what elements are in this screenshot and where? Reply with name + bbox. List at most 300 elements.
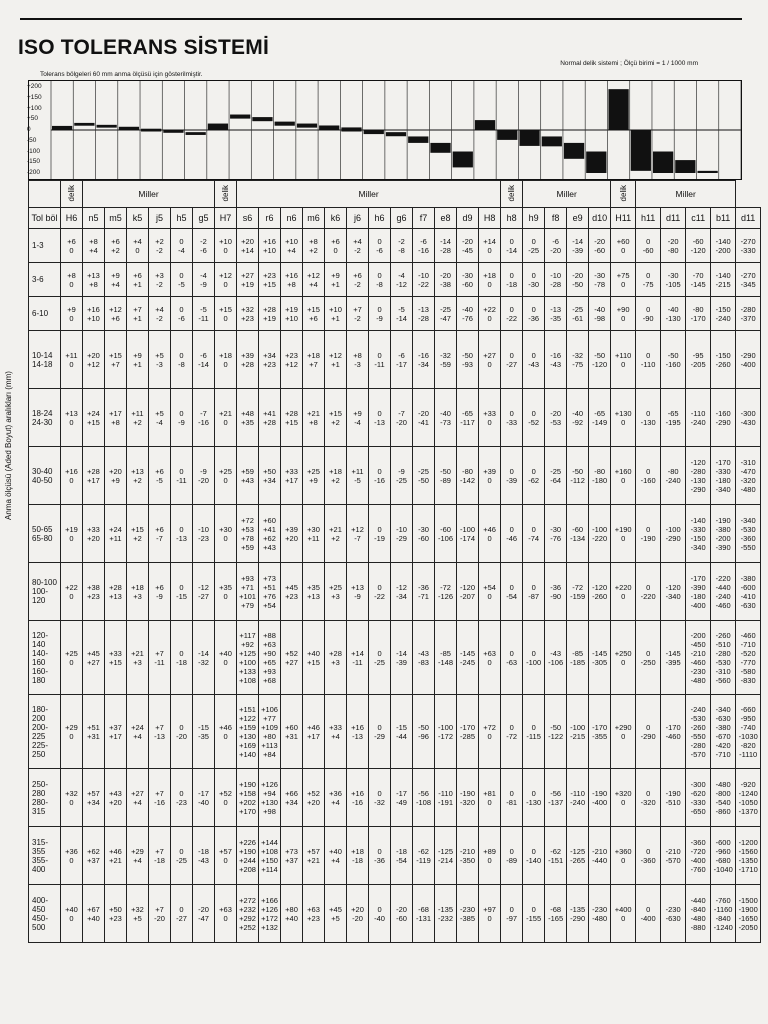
- tolerance-cell: -145 -305: [589, 621, 611, 695]
- tolerance-cell: 0 -16: [369, 447, 391, 505]
- tolerance-cell: -110 -240: [686, 389, 711, 447]
- tolerance-cell: -4 -12: [391, 263, 413, 297]
- tolerance-cell: +93 +71 +101 +79: [237, 563, 259, 621]
- tolerance-cell: +20 +9: [105, 447, 127, 505]
- tolerance-cell: -240 -530 -260 -550 -280 -570: [686, 695, 711, 769]
- tolerance-cell: +360 0: [611, 827, 636, 885]
- tolerance-cell: -10 -28: [545, 263, 567, 297]
- chart-y-tick: +200: [27, 83, 42, 90]
- group-header: Miller: [636, 181, 736, 208]
- tolerance-cell: -10 -23: [193, 505, 215, 563]
- column-header: h5: [171, 208, 193, 229]
- tolerance-cell: +16 +10: [83, 297, 105, 331]
- tolerance-zone-chart: [28, 80, 742, 180]
- tolerance-zone-bar: [230, 115, 250, 119]
- tolerance-cell: +25 +9: [303, 447, 325, 505]
- tolerance-cell: 0 -97: [501, 885, 523, 943]
- tolerance-cell: -310 -470 -320 -480: [736, 447, 761, 505]
- column-header: H6: [61, 208, 83, 229]
- column-header: k6: [325, 208, 347, 229]
- tolerance-cell: +15 +7: [105, 331, 127, 389]
- tolerance-cell: +130 0: [611, 389, 636, 447]
- tolerance-cell: 0 -130: [523, 769, 545, 827]
- tolerance-cell: 0 -13: [171, 505, 193, 563]
- tolerance-cell: 0 -8: [171, 331, 193, 389]
- tolerance-cell: -80 -180: [589, 447, 611, 505]
- tolerance-zone-bar: [453, 152, 473, 168]
- tolerance-cell: +28 +19: [259, 297, 281, 331]
- tolerance-cell: +16 +10: [259, 229, 281, 263]
- tolerance-cell: -65 -195: [661, 389, 686, 447]
- tolerance-cell: -25 -50: [413, 447, 435, 505]
- tolerance-cell: -110 -191: [435, 769, 457, 827]
- tolerance-cell: +46 +17: [303, 695, 325, 769]
- tolerance-cell: +35 +13: [303, 563, 325, 621]
- column-header: e9: [567, 208, 589, 229]
- tolerance-cell: 0 -9: [171, 389, 193, 447]
- tolerance-cell: +22 0: [61, 563, 83, 621]
- tolerance-cell: -7 -20: [391, 389, 413, 447]
- tolerance-cell: 0 -43: [523, 331, 545, 389]
- tolerance-cell: 0 -29: [369, 695, 391, 769]
- tolerance-cell: -85 -185: [567, 621, 589, 695]
- tolerance-cell: -170 -285: [457, 695, 479, 769]
- group-label: delik: [507, 184, 517, 202]
- column-header: d11: [661, 208, 686, 229]
- tolerance-zone-bar: [163, 130, 183, 133]
- tolerance-cell: -100 -215: [567, 695, 589, 769]
- tolerance-cell: -140 -200: [711, 229, 736, 263]
- tolerance-cell: -170 -390 -180 -400: [686, 563, 711, 621]
- tolerance-cell: +15 +6: [303, 297, 325, 331]
- tolerance-cell: +33 +17: [281, 447, 303, 505]
- tolerance-cell: -25 -61: [567, 297, 589, 331]
- tolerance-cell: +52 +27: [281, 621, 303, 695]
- tolerance-cell: +60 +41 +62 +43: [259, 505, 281, 563]
- tolerance-cell: -6 -20: [545, 229, 567, 263]
- table-row: [29, 885, 761, 943]
- tolerance-cell: -20 -47: [193, 885, 215, 943]
- tolerance-cell: +80 +40: [281, 885, 303, 943]
- tolerance-cell: -4 -9: [193, 263, 215, 297]
- tolerance-cell: -62 -151: [545, 827, 567, 885]
- tolerance-cell: +39 0: [479, 447, 501, 505]
- tolerance-zone-bar: [297, 124, 317, 128]
- tolerance-cell: +6 0: [61, 229, 83, 263]
- tolerance-cell: -220 -440 -240 -460: [711, 563, 736, 621]
- tolerance-cell: +50 +34: [259, 447, 281, 505]
- tolerance-cell: +18 +3: [127, 563, 149, 621]
- tolerance-cell: +15 0: [215, 297, 237, 331]
- tolerance-cell: 0 -320: [636, 769, 661, 827]
- tolerance-cell: 0 -74: [523, 505, 545, 563]
- size-range: 80-100 100-120: [29, 563, 61, 621]
- tolerance-cell: -40 -92: [567, 389, 589, 447]
- tolerance-cell: 0 -27: [171, 885, 193, 943]
- tolerance-cell: -1500 -1900 -1650 -2050: [736, 885, 761, 943]
- table-row: [29, 621, 761, 695]
- tolerance-cell: +63 +23: [303, 885, 325, 943]
- tolerance-cell: +272 +232 +292 +252: [237, 885, 259, 943]
- table-row: [29, 695, 761, 769]
- tolerance-cell: 0 -18: [171, 621, 193, 695]
- tolerance-cell: -50 -112: [567, 447, 589, 505]
- tolerance-zone-bar: [430, 143, 450, 153]
- column-header: H7: [215, 208, 237, 229]
- tolerance-cell: +190 +158 +202 +170: [237, 769, 259, 827]
- tolerance-cell: +40 +15: [303, 621, 325, 695]
- tolerance-cell: +27 +4: [127, 769, 149, 827]
- group-header: [501, 181, 523, 208]
- tolerance-cell: 0 -8: [369, 263, 391, 297]
- tolerance-cell: +8 +4: [83, 229, 105, 263]
- tolerance-cell: +28 +17: [83, 447, 105, 505]
- tolerance-cell: 0 -115: [523, 695, 545, 769]
- tolerance-cell: +151 +122 +159 +130 +169 +140: [237, 695, 259, 769]
- tolerance-cell: -50 -122: [545, 695, 567, 769]
- size-range: 400-450 450-500: [29, 885, 61, 943]
- tolerance-cell: 0 -190: [636, 505, 661, 563]
- tolerance-cell: +8 0: [61, 263, 83, 297]
- tolerance-cell: +62 +37: [83, 827, 105, 885]
- tolerance-cell: +25 0: [61, 621, 83, 695]
- tolerance-cell: -14 -39: [567, 229, 589, 263]
- tolerance-cell: -60 -120: [686, 229, 711, 263]
- tolerance-cell: 0 -14: [501, 229, 523, 263]
- tolerance-cell: +46 0: [479, 505, 501, 563]
- tolerance-cell: +13 0: [61, 389, 83, 447]
- tolerance-cell: -25 -47: [435, 297, 457, 331]
- tolerance-cell: -50 -96: [413, 695, 435, 769]
- tolerance-cell: -14 -32: [193, 621, 215, 695]
- tolerance-cell: -480 -800 -540 -860: [711, 769, 736, 827]
- tolerance-cell: +97 0: [479, 885, 501, 943]
- tolerance-cell: +10 +1: [325, 297, 347, 331]
- tolerance-cell: 0 -89: [501, 827, 523, 885]
- tolerance-cell: -150 -260: [711, 331, 736, 389]
- table-row: [29, 331, 761, 389]
- column-header: f8: [545, 208, 567, 229]
- tolerance-cell: +25 0: [215, 447, 237, 505]
- tolerance-cell: 0 -155: [523, 885, 545, 943]
- tolerance-cell: 0 -63: [501, 621, 523, 695]
- tolerance-cell: -32 -75: [567, 331, 589, 389]
- size-range: 18-24 24-30: [29, 389, 61, 447]
- table-row: [29, 447, 761, 505]
- tolerance-cell: 0 -290: [636, 695, 661, 769]
- tolerance-cell: -160 -290: [711, 389, 736, 447]
- tolerance-cell: -14 -39: [391, 621, 413, 695]
- group-header-row: [29, 181, 761, 208]
- tolerance-cell: -30 -60: [457, 263, 479, 297]
- tolerance-cell: +17 +8: [105, 389, 127, 447]
- chart-y-tick: +50: [27, 115, 39, 123]
- size-range: 250-280 280-315: [29, 769, 61, 827]
- tolerance-cell: -190 -320: [457, 769, 479, 827]
- tolerance-cell: +18 -18: [347, 827, 369, 885]
- tolerance-cell: +9 +1: [325, 263, 347, 297]
- tolerance-cell: -145 -245: [457, 621, 479, 695]
- tolerance-cell: -210 -350: [457, 827, 479, 885]
- tolerance-cell: +57 +21: [303, 827, 325, 885]
- table-row: [29, 297, 761, 331]
- column-header: e8: [435, 208, 457, 229]
- tolerance-cell: -30 -76: [545, 505, 567, 563]
- table-row: [29, 505, 761, 563]
- tolerance-cell: 0 -160: [636, 447, 661, 505]
- tolerance-cell: +52 0: [215, 769, 237, 827]
- tolerance-cell: +110 0: [611, 331, 636, 389]
- tolerance-cell: +60 0: [611, 229, 636, 263]
- tolerance-cell: 0 -22: [501, 297, 523, 331]
- tolerance-cell: +8 -3: [347, 331, 369, 389]
- tolerance-cell: -85 -148: [435, 621, 457, 695]
- tolerance-cell: +8 +2: [303, 229, 325, 263]
- page-title: ISO TOLERANS SİSTEMİ: [18, 36, 269, 59]
- tolerance-cell: +12 0: [215, 263, 237, 297]
- tolerance-cell: +19 +10: [281, 297, 303, 331]
- tolerance-cell: -5 -11: [193, 297, 215, 331]
- tolerance-cell: +16 -16: [347, 769, 369, 827]
- column-header: d10: [589, 208, 611, 229]
- tolerance-cell: 0 -18: [501, 263, 523, 297]
- tolerance-cell: -135 -232: [435, 885, 457, 943]
- tolerance-cell: -30 -60: [413, 505, 435, 563]
- tolerance-cell: 0 -220: [636, 563, 661, 621]
- tolerance-zone-bar: [408, 136, 428, 142]
- chart-y-tick: +150: [27, 93, 42, 101]
- tolerance-cell: -100 -174: [457, 505, 479, 563]
- tolerance-cell: +21 +8: [303, 389, 325, 447]
- tolerance-cell: +39 +20: [281, 505, 303, 563]
- tolerance-cell: +2 -2: [149, 229, 171, 263]
- tolerance-cell: +20 +14: [237, 229, 259, 263]
- tolerance-cell: -60 -106: [435, 505, 457, 563]
- tolerance-cell: -13 -35: [545, 297, 567, 331]
- tolerance-cell: -9 -25: [391, 447, 413, 505]
- chart-y-tick: -50: [27, 136, 37, 144]
- tolerance-cell: 0 -250: [636, 621, 661, 695]
- tolerance-cell: 0 -30: [523, 263, 545, 297]
- tolerance-cell: -60 -134: [567, 505, 589, 563]
- tolerance-cell: +400 0: [611, 885, 636, 943]
- tolerance-cell: -68 -165: [545, 885, 567, 943]
- tolerance-cell: -36 -90: [545, 563, 567, 621]
- tolerance-cell: +13 -9: [347, 563, 369, 621]
- tolerance-cell: +21 +2: [325, 505, 347, 563]
- tolerance-cell: -270 -330: [736, 229, 761, 263]
- tolerance-cell: +41 +28: [259, 389, 281, 447]
- tolerance-cell: -12 -27: [193, 563, 215, 621]
- tolerance-cell: -70 -145: [686, 263, 711, 297]
- tolerance-cell: +166 +126 +172 +132: [259, 885, 281, 943]
- tolerance-cell: 0 -36: [523, 297, 545, 331]
- tolerance-cell: -50 -120: [589, 331, 611, 389]
- tolerance-cell: +7 -13: [149, 695, 171, 769]
- tolerance-cell: -95 -205: [686, 331, 711, 389]
- tolerance-cell: 0 -140: [523, 827, 545, 885]
- tolerance-cell: -16 -34: [413, 331, 435, 389]
- tolerance-cell: -56 -108: [413, 769, 435, 827]
- tolerance-zone-bar: [519, 130, 539, 146]
- tolerance-cell: -120 -207: [457, 563, 479, 621]
- tolerance-cell: -43 -83: [413, 621, 435, 695]
- tolerance-cell: +7 -18: [149, 827, 171, 885]
- tolerance-cell: -40 -98: [589, 297, 611, 331]
- tolerance-cell: +75 0: [611, 263, 636, 297]
- tolerance-cell: +29 +4: [127, 827, 149, 885]
- table-row: [29, 229, 761, 263]
- tolerance-cell: +7 -2: [347, 297, 369, 331]
- tolerance-cell: -290 -400: [736, 331, 761, 389]
- column-header: c11: [686, 208, 711, 229]
- column-header: r6: [259, 208, 281, 229]
- column-header: h9: [523, 208, 545, 229]
- tolerance-cell: -14 -28: [435, 229, 457, 263]
- tolerance-cell: -100 -220: [589, 505, 611, 563]
- column-header: g6: [391, 208, 413, 229]
- size-range: 180-200 200-225 225-250: [29, 695, 61, 769]
- tolerance-zone-bar: [364, 130, 384, 134]
- tolerance-cell: -20 -80: [661, 229, 686, 263]
- tolerance-cell: 0 -87: [523, 563, 545, 621]
- tolerance-cell: -5 -14: [391, 297, 413, 331]
- tolerance-cell: +16 0: [61, 447, 83, 505]
- column-header: h6: [369, 208, 391, 229]
- tolerance-cell: -65 -149: [589, 389, 611, 447]
- size-range: 315-355 355-400: [29, 827, 61, 885]
- tolerance-cell: +16 -13: [347, 695, 369, 769]
- tolerance-cell: -40 -73: [435, 389, 457, 447]
- tolerance-cell: +89 0: [479, 827, 501, 885]
- column-header: j5: [149, 208, 171, 229]
- side-axis-label: Anma ölçüsü (Aded Boyut) aralıkları (mm): [4, 371, 13, 520]
- tolerance-cell: 0 -6: [369, 229, 391, 263]
- tolerance-cell: 0 -90: [636, 297, 661, 331]
- tolerance-zone-bar: [675, 160, 695, 173]
- tolerance-cell: +72 0: [479, 695, 501, 769]
- tolerance-cell: -25 -64: [545, 447, 567, 505]
- tolerance-cell: -140 -215: [711, 263, 736, 297]
- tolerance-cell: +20 +12: [83, 331, 105, 389]
- tolerance-cell: +90 0: [611, 297, 636, 331]
- tolerance-cell: +6 +1: [127, 263, 149, 297]
- tolerance-cell: +34 +23: [259, 331, 281, 389]
- table-row: [29, 389, 761, 447]
- tolerance-cell: +46 +21: [105, 827, 127, 885]
- tolerance-cell: -20 -41: [413, 389, 435, 447]
- tolerance-cell: -110 -240: [567, 769, 589, 827]
- tolerance-cell: -7 -16: [193, 389, 215, 447]
- tolerance-cell: 0 -4: [171, 229, 193, 263]
- tolerance-cell: +19 0: [61, 505, 83, 563]
- tolerance-cell: -43 -106: [545, 621, 567, 695]
- tolerance-cell: -190 -510: [661, 769, 686, 827]
- tolerance-cell: -6 -16: [413, 229, 435, 263]
- tolerance-cell: +6 -7: [149, 505, 171, 563]
- tolerance-cell: +43 +20: [105, 769, 127, 827]
- tolerance-cell: -230 -385: [457, 885, 479, 943]
- tolerance-cell: -360 -720 -400 -760: [686, 827, 711, 885]
- tolerance-cell: 0 -100: [523, 621, 545, 695]
- column-header: d11: [736, 208, 761, 229]
- tolerance-cell: +14 0: [479, 229, 501, 263]
- tolerance-cell: +63 0: [479, 621, 501, 695]
- tolerance-cell: -36 -71: [413, 563, 435, 621]
- tolerance-cell: +6 -5: [149, 447, 171, 505]
- tolerance-cell: 0 -75: [636, 263, 661, 297]
- column-header: n6: [281, 208, 303, 229]
- column-header: m6: [303, 208, 325, 229]
- chart-y-tick: -100: [27, 147, 41, 155]
- tolerance-cell: +23 +12: [281, 331, 303, 389]
- tolerance-zone-bar: [542, 136, 562, 146]
- tolerance-cell: -20 -45: [457, 229, 479, 263]
- tolerance-cell: +6 -2: [347, 263, 369, 297]
- tolerance-cell: 0 -400: [636, 885, 661, 943]
- tolerance-cell: +117 +92 +125 +100 +133 +108: [237, 621, 259, 695]
- tolerance-cell: +250 0: [611, 621, 636, 695]
- tolerance-cell: +15 +2: [325, 389, 347, 447]
- tolerance-cell: +32 0: [61, 769, 83, 827]
- tolerance-cell: 0 -62: [523, 447, 545, 505]
- tolerance-cell: -12 -34: [391, 563, 413, 621]
- tolerance-cell: -170 -330 -180 -340: [711, 447, 736, 505]
- tolerance-cell: -30 -78: [589, 263, 611, 297]
- tolerance-cell: +9 0: [61, 297, 83, 331]
- tolerance-cell: +106 +77 +109 +80 +113 +84: [259, 695, 281, 769]
- tolerance-cell: +9 -4: [347, 389, 369, 447]
- column-header: j6: [347, 208, 369, 229]
- tolerance-zone-bar: [119, 127, 139, 130]
- group-header: Miller: [237, 181, 501, 208]
- tolerance-cell: -280 -370: [736, 297, 761, 331]
- tolerance-cell: 0 -130: [636, 389, 661, 447]
- tolerance-cell: +11 -5: [347, 447, 369, 505]
- tolerance-cell: +6 0: [325, 229, 347, 263]
- tolerance-cell: 0 -20: [171, 695, 193, 769]
- tolerance-cell: +33 +20: [83, 505, 105, 563]
- tolerance-cell: -170 -355: [589, 695, 611, 769]
- tolerance-cell: +23 +15: [259, 263, 281, 297]
- group-header: Miller: [83, 181, 215, 208]
- tolerance-cell: +38 +23: [83, 563, 105, 621]
- tolerance-cell: -300 -620 -330 -650: [686, 769, 711, 827]
- column-header: s6: [237, 208, 259, 229]
- chart-y-tick: +100: [27, 104, 42, 112]
- tolerance-cell: -18 -43: [193, 827, 215, 885]
- tolerance-zone-bar: [475, 120, 495, 130]
- tolerance-cell: +9 +4: [105, 263, 127, 297]
- tolerance-zone-bar: [141, 129, 161, 132]
- tolerance-cell: +88 +63 +90 +65 +93 +68: [259, 621, 281, 695]
- tolerance-cell: 0 -19: [369, 505, 391, 563]
- tolerance-zone-bar: [386, 132, 406, 136]
- tolerance-cell: +190 0: [611, 505, 636, 563]
- corner-cell: [29, 181, 61, 208]
- tolerance-zone-bar: [341, 127, 361, 131]
- tolerance-cell: -15 -35: [193, 695, 215, 769]
- column-header: h8: [501, 208, 523, 229]
- column-header: H11: [611, 208, 636, 229]
- tolerance-cell: +11 0: [61, 331, 83, 389]
- tolerance-cell: -460 -710 -520 -770 -580 -830: [736, 621, 761, 695]
- tolerance-cell: +27 +19: [237, 263, 259, 297]
- column-header: g5: [193, 208, 215, 229]
- tolerance-cell: 0 -22: [369, 563, 391, 621]
- tolerance-cell: +63 0: [215, 885, 237, 943]
- tolerance-cell: -15 -44: [391, 695, 413, 769]
